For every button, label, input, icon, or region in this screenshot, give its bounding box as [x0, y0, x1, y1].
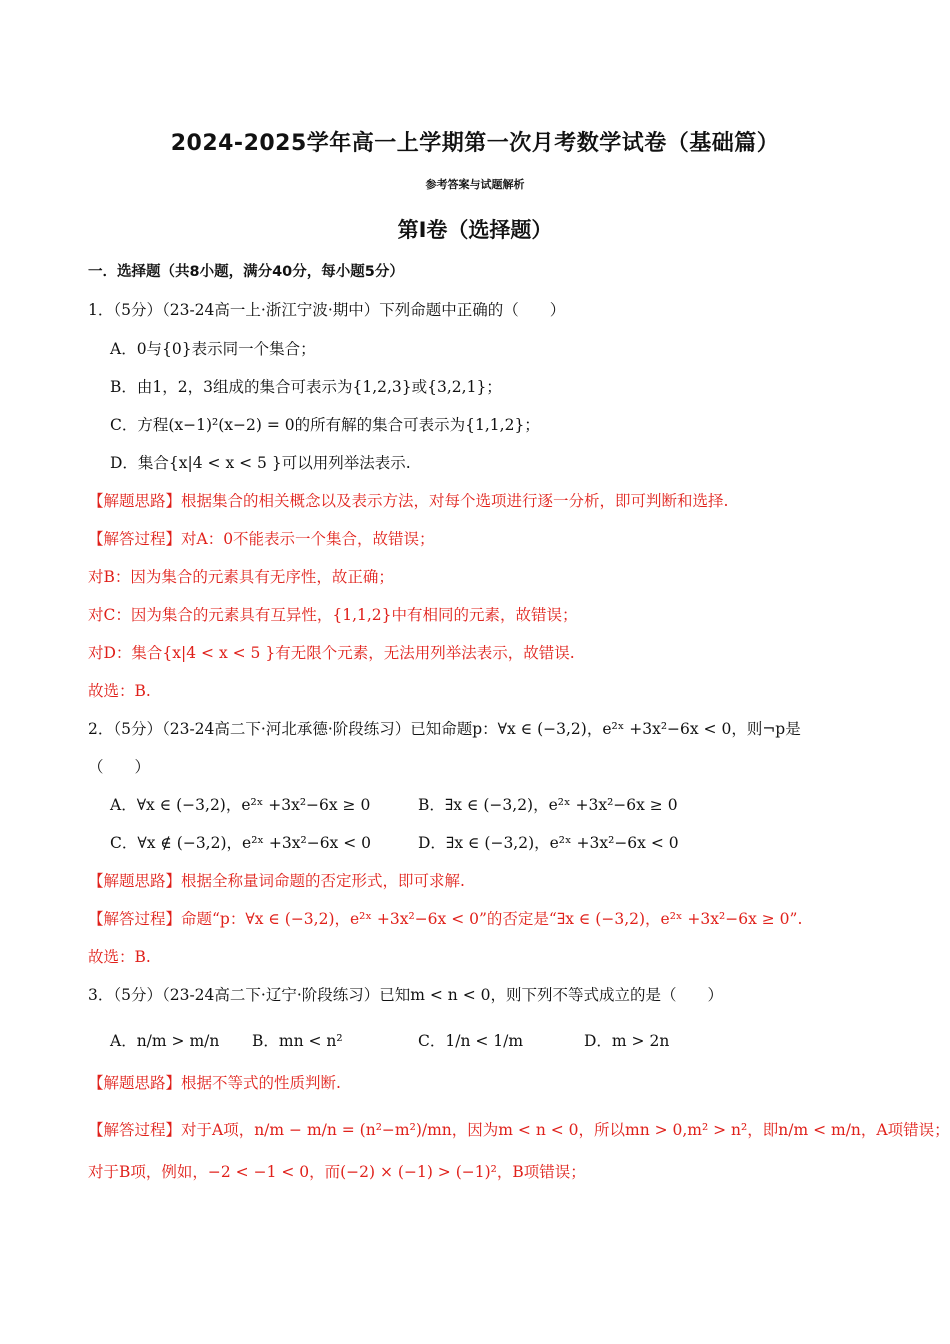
q3-process-2: 对于B项，例如，−2 < −1 < 0，而(−2) × (−1) > (−1)²，B项错误； — [88, 1163, 586, 1181]
q1-process-4: 对D：集合{x|4 < x < 5 }有无限个元素，无法用列举法表示，故错误. — [88, 644, 575, 662]
document-subtitle: 参考答案与试题解析 — [425, 178, 525, 191]
q2-answer: 故选：B. — [88, 948, 151, 966]
q1-process-1: 【解答过程】对A：0不能表示一个集合，故错误； — [88, 530, 435, 548]
q2-option-d: D．∃x ∈ (−3,2)，e²ˣ +3x²−6x < 0 — [418, 834, 679, 852]
q3-option-d: D．m > 2n — [584, 1032, 670, 1050]
q1-process-3: 对C：因为集合的元素具有互异性，{1,1,2}中有相同的元素，故错误； — [88, 606, 578, 624]
q1-option-c: C．方程(x−1)²(x−2) = 0的所有解的集合可表示为{1,1,2}； — [110, 416, 540, 434]
q3-process-1: 【解答过程】对于A项，n/m − m/n = (n²−m²)/mn，因为m < n < 0，所以mn > 0,m² > n²，即n/m < m/n，A项错误； — [88, 1121, 950, 1139]
q3-stem: 3．（5分）（23-24高二下·辽宁·阶段练习）已知m < n < 0，则下列不等式成立的是（ ） — [88, 986, 723, 1004]
q2-option-a: A．∀x ∈ (−3,2)，e²ˣ +3x²−6x ≥ 0 — [110, 796, 371, 814]
q2-process: 【解答过程】命题“p：∀x ∈ (−3,2)，e²ˣ +3x²−6x < 0”的否定是“∃x ∈ (−3,2)，e²ˣ +3x²−6x ≥ 0”. — [88, 910, 803, 928]
document-title: 2024-2025学年高一上学期第一次月考数学试卷（基础篇） — [170, 131, 780, 156]
q3-option-a: A．n/m > m/n — [110, 1032, 220, 1050]
q2-idea: 【解题思路】根据全称量词命题的否定形式，即可求解. — [88, 872, 465, 890]
q3-option-b: B．mn < n² — [252, 1032, 343, 1050]
q1-idea: 【解题思路】根据集合的相关概念以及表示方法，对每个选项进行逐一分析，即可判断和选择. — [88, 492, 729, 510]
q2-stem-cont: （ ） — [88, 758, 151, 776]
section-heading: 一．选择题（共8小题，满分40分，每小题5分） — [88, 264, 404, 280]
part-heading: 第I卷（选择题） — [397, 218, 553, 242]
q3-option-c: C．1/n < 1/m — [418, 1032, 524, 1050]
q2-stem: 2．（5分）（23-24高二下·河北承德·阶段练习）已知命题p：∀x ∈ (−3,2)，e²ˣ +3x²−6x < 0，则¬p是 — [88, 720, 801, 738]
q1-answer: 故选：B. — [88, 682, 151, 700]
q1-option-b: B．由1，2，3组成的集合可表示为{1,2,3}或{3,2,1}； — [110, 378, 502, 396]
q2-option-b: B．∃x ∈ (−3,2)，e²ˣ +3x²−6x ≥ 0 — [418, 796, 678, 814]
q1-option-a: A．0与{0}表示同一个集合； — [110, 340, 316, 358]
q3-idea: 【解题思路】根据不等式的性质判断. — [88, 1074, 341, 1092]
q1-option-d: D．集合{x|4 < x < 5 }可以用列举法表示. — [110, 454, 411, 472]
q2-option-c: C．∀x ∉ (−3,2)，e²ˣ +3x²−6x < 0 — [110, 834, 371, 852]
q1-process-2: 对B：因为集合的元素具有无序性，故正确； — [88, 568, 394, 586]
q1-stem: 1．（5分）（23-24高一上·浙江宁波·期中）下列命题中正确的（ ） — [88, 301, 566, 319]
